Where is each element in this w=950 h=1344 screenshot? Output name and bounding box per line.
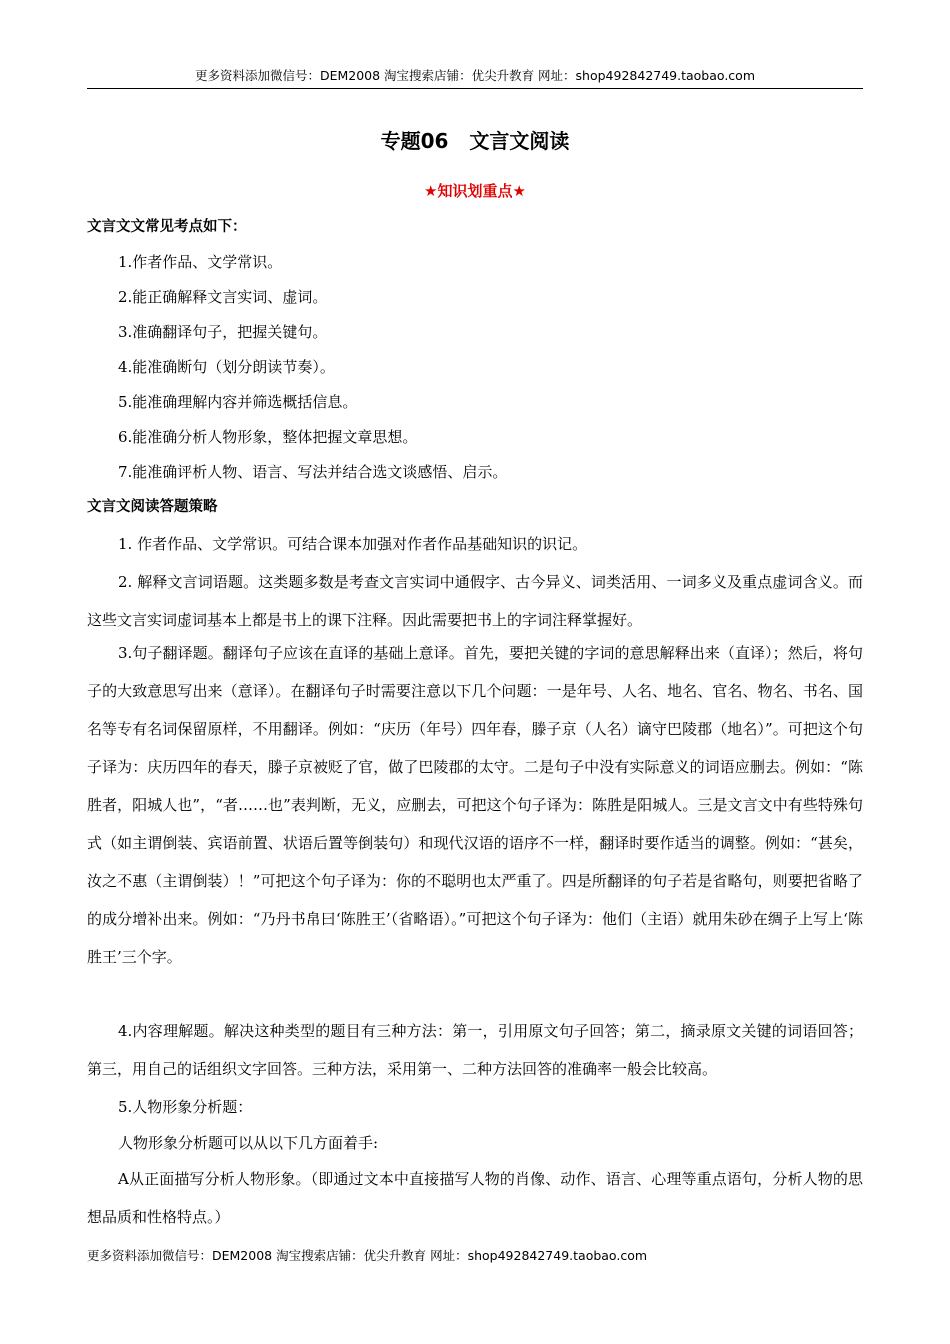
section-subtitle: ★知识划重点★ <box>424 182 526 200</box>
paragraph: 4.内容理解题。解决这种类型的题目有三种方法：第一，引用原文句子回答；第二，摘录原文关键的词语回答；第三，用自己的话组织文字回答。三种方法，采用第一、二种方法回答的准确率一般会比较高。 <box>87 1022 863 1078</box>
paragraph: 3.句子翻译题。翻译句子应该在直译的基础上意译。首先，要把关键的字词的意思解释出来（直译）；然后，将句子的大致意思写出来（意译）。在翻译句子时需要注意以下几个问题：一是年号、人名、地名、官名、物名、书名、国名等专有名词保留原样，不用翻译。例如：“庆历（年号）四年春，滕子京（人名）谪守巴陵郡（地名）”。可把这个句子译为：庆历四年的春天，滕子京被贬了官，做了巴陵郡的太守。二是句子中没有实际意义的词语应删去。例如：“陈胜者，阳城人也”，“者……也”表判断，无义，应删去，可把这个句子译为：陈胜是阳城人。三是文言文中有些特殊句式（如主谓倒装、宾语前置、状语后置等倒装句）和现代汉语的语序不一样，翻译时要作适当的调整。例如：“甚矣，汝之不惠（主谓倒装）！”可把这个句子译为：你的不聪明也太严重了。四是所翻译的句子若是省略句，则要把省略了的成分增补出来。例如：“乃丹书帛曰‘陈胜王’（省略语）。”可把这个句子译为：他们（主语）就用朱砂在绸子上写上‘陈胜王’三个字。 <box>87 644 863 966</box>
document-title: 专题06 文言文阅读 <box>380 129 570 153</box>
list-item: 7.能准确评析人物、语言、写法并结合选文谈感悟、启示。 <box>118 463 508 481</box>
list-item: 3.准确翻译句子，把握关键句。 <box>118 323 328 341</box>
page-footer: 更多资料添加微信号：DEM2008 淘宝搜索店铺：优尖升教育 网址：shop492842749.taobao.com <box>87 1248 648 1263</box>
paragraph: 1. 作者作品、文学常识。可结合课本加强对作者作品基础知识的识记。 <box>118 535 588 553</box>
list-item: 6.能准确分析人物形象，整体把握文章思想。 <box>118 428 418 446</box>
paragraph: A从正面描写分析人物形象。（即通过文本中直接描写人物的肖像、动作、语言、心理等重点语句，分析人物的思想品质和性格特点。） <box>87 1170 863 1226</box>
section-heading-key-points: 文言文文常见考点如下： <box>87 219 247 235</box>
paragraph: 2. 解释文言词语题。这类题多数是考查文言实词中通假字、古今异义、词类活用、一词多义及重点虚词含义。而这些文言实词虚词基本上都是书上的课下注释。因此需要把书上的字词注释掌握好。 <box>87 573 863 629</box>
paragraph: 5.人物形象分析题： <box>118 1098 253 1116</box>
list-item: 4.能准确断句（划分朗读节奏）。 <box>118 358 335 376</box>
list-item: 1.作者作品、文学常识。 <box>118 253 283 271</box>
page-header: 更多资料添加微信号：DEM2008 淘宝搜索店铺：优尖升教育 网址：shop492842749.taobao.com <box>194 68 756 83</box>
header-divider <box>87 88 863 89</box>
list-item: 5.能准确理解内容并筛选概括信息。 <box>118 393 358 411</box>
list-item: 2.能正确解释文言实词、虚词。 <box>118 288 328 306</box>
paragraph: 人物形象分析题可以从以下几方面着手: <box>118 1134 379 1152</box>
section-heading-strategies: 文言文阅读答题策略 <box>87 499 218 515</box>
